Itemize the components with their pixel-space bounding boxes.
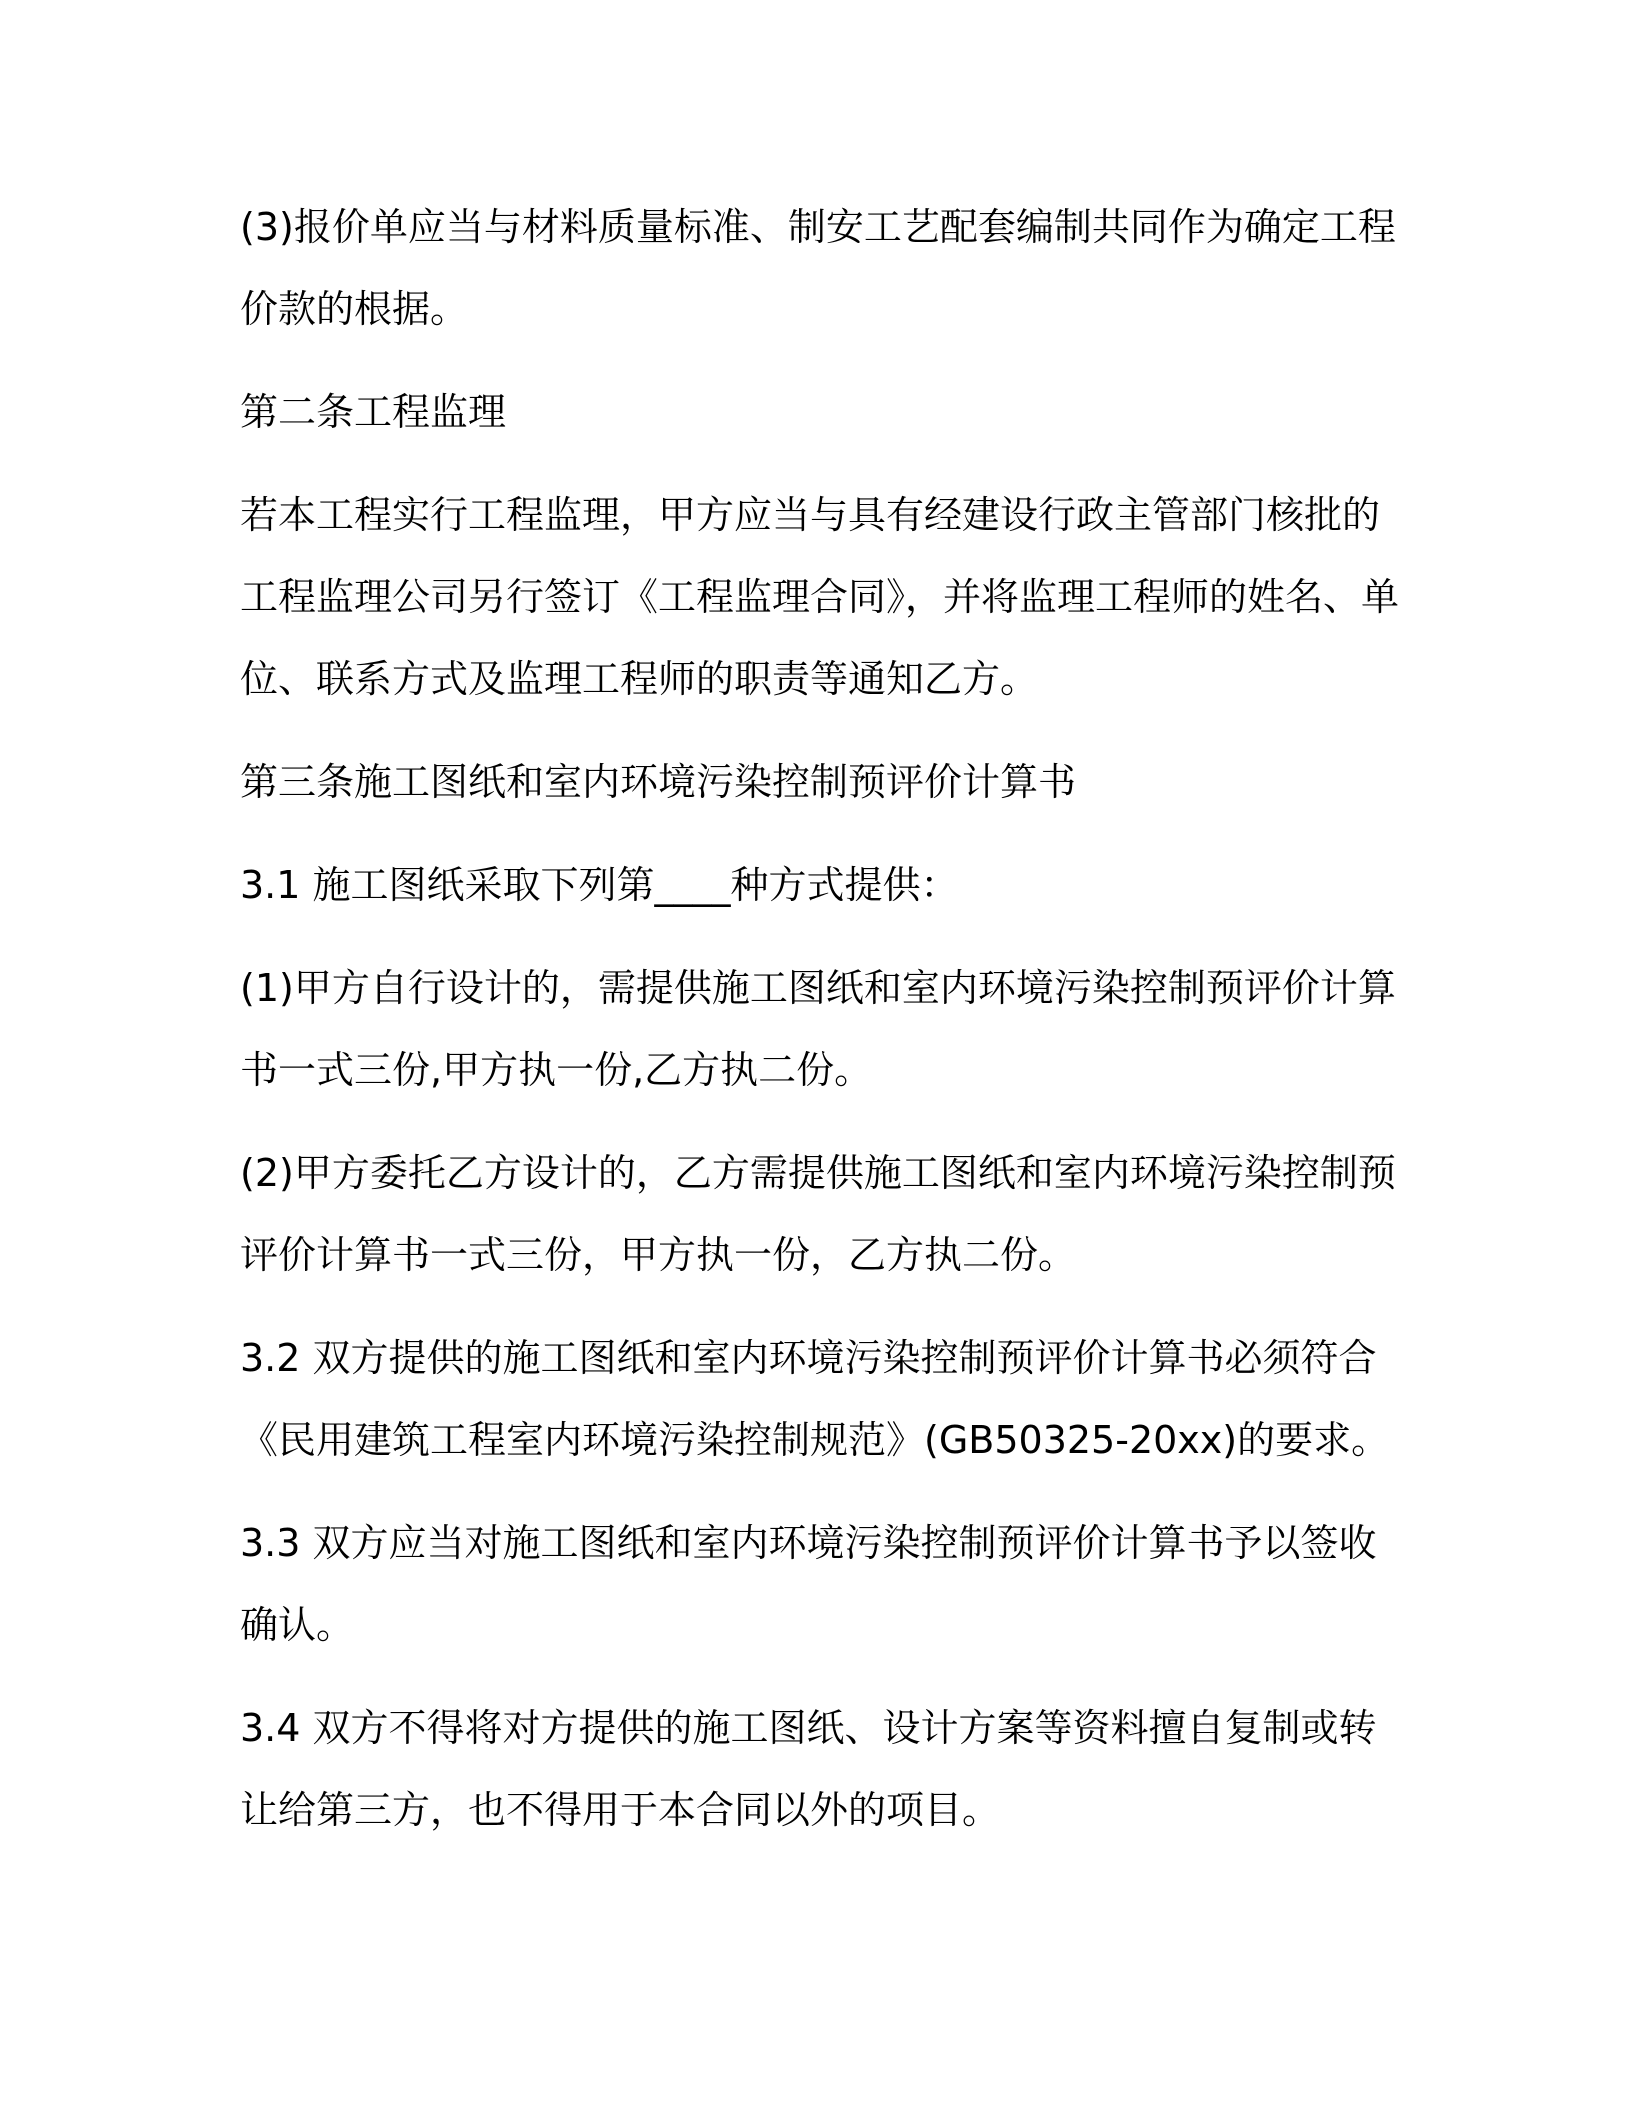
paragraph-clause-3-1-2: (2)甲方委托乙方设计的，乙方需提供施工图纸和室内环境污染控制预评价计算书一式三份，甲方执一份，乙方执二份。 (240, 1151, 1396, 1277)
paragraph-clause-1-3: (3)报价单应当与材料质量标准、制安工艺配套编制共同作为确定工程价款的根据。 (240, 205, 1396, 331)
paragraph-clause-3-4: 3.4 双方不得将对方提供的施工图纸、设计方案等资料擅自复制或转让给第三方，也不得用于本合同以外的项目。 (240, 1706, 1377, 1832)
paragraph-clause-3-1-1: (1)甲方自行设计的，需提供施工图纸和室内环境污染控制预评价计算书一式三份,甲方执一份,乙方执二份。 (240, 966, 1396, 1092)
heading-article-2: 第二条工程监理 (240, 390, 507, 434)
paragraph-clause-3-1: 3.1 施工图纸采取下列第____种方式提供： (240, 863, 959, 907)
paragraph-clause-3-2: 3.2 双方提供的施工图纸和室内环境污染控制预评价计算书必须符合《民用建筑工程室内环境污染控制规范》(GB50325-20xx)的要求。 (240, 1336, 1390, 1462)
paragraph-article-2: 若本工程实行工程监理，甲方应当与具有经建设行政主管部门核批的工程监理公司另行签订《工程监理合同》，并将监理工程师的姓名、单位、联系方式及监理工程师的职责等通知乙方。 (240, 493, 1400, 701)
paragraph-clause-3-3: 3.3 双方应当对施工图纸和室内环境污染控制预评价计算书予以签收确认。 (240, 1521, 1377, 1647)
document-body (240, 186, 1400, 1872)
heading-article-3: 第三条施工图纸和室内环境污染控制预评价计算书 (240, 760, 1077, 804)
